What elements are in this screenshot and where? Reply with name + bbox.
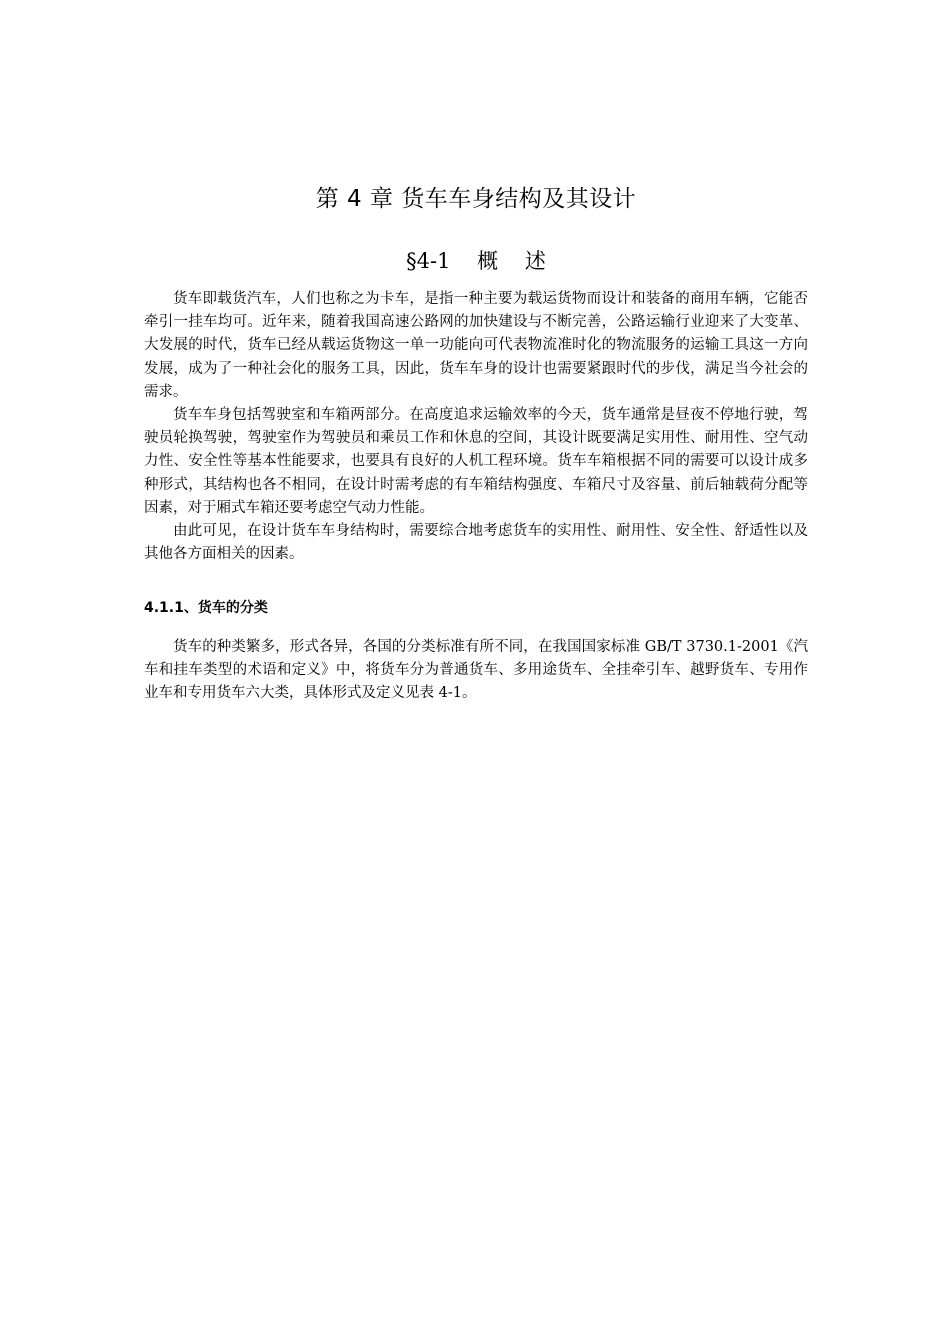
chapter-title: 第 4 章 货车车身结构及其设计: [315, 186, 637, 212]
subsection-body: [144, 636, 808, 706]
paragraph: 由此可见，在设计货车车身结构时，需要综合地考虑货车的实用性、耐用性、安全性、舒适性以及其他各方面相关的因素。: [144, 523, 808, 563]
paragraph: 货车即载货汽车，人们也称之为卡车，是指一种主要为载运货物而设计和装备的商用车辆，它能否牵引一挂车均可。近年来，随着我国高速公路网的加快建设与不断完善，公路运输行业迎来了大变革、大发展的时代，货车已经从载运货物这一单一功能向可代表物流准时化的物流服务的运输工具这一方向发展，成为了一种社会化的服务工具，因此，货车车身的设计也需要紧跟时代的步伐，满足当今社会的需求。: [144, 291, 808, 400]
intro-body: [144, 288, 808, 566]
section-title: §4-1 概 述: [406, 249, 546, 273]
paragraph: 货车的种类繁多，形式各异，各国的分类标准有所不同，在我国国家标准 GB/T 3730.1-2001《汽车和挂车类型的术语和定义》中，将货车分为普通货车、多用途货车、全挂牵引车、越野货车、专用作业车和专用货车六大类，具体形式及定义见表 4-1。: [144, 639, 808, 702]
paragraph: 货车车身包括驾驶室和车箱两部分。在高度追求运输效率的今天，货车通常是昼夜不停地行驶，驾驶员轮换驾驶，驾驶室作为驾驶员和乘员工作和休息的空间，其设计既要满足实用性、耐用性、空气动力性、安全性等基本性能要求，也要具有良好的人机工程环境。货车车箱根据不同的需要可以设计成多种形式，其结构也各不相同，在设计时需考虑的有车箱结构强度、车箱尺寸及容量、前后轴载荷分配等因素，对于厢式车箱还要考虑空气动力性能。: [144, 407, 808, 516]
subsection-heading: 4.1.1、货车的分类: [144, 600, 268, 616]
